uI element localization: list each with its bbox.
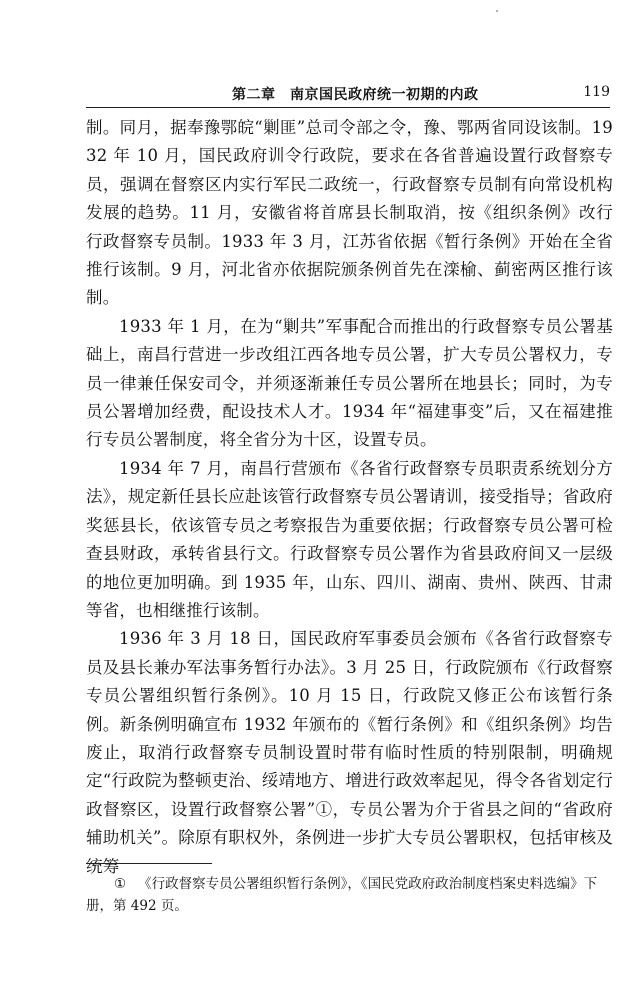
running-title: 第二章 南京国民政府统一初期的内政 [232, 87, 479, 103]
footnote-marker: ① [114, 876, 127, 892]
paragraph-2: 1933 年 1 月，在为“剿共”军事配合而推出的行政督察专员公署基础上，南昌行营进一步改组江西各地专员公署，扩大专员公署权力，专员一律兼任保安司令，并须逐渐兼任专员公署所在地县长；同时，为专员公署增加经费，配设技术人才。1934 年“福建事变”后，又在福建推行专员公署制度，将全省分为十区，设置专员。 [86, 316, 613, 450]
header-rule [86, 107, 610, 108]
footnote-rule [86, 863, 212, 864]
footnote [86, 873, 613, 917]
running-header [86, 84, 610, 108]
paragraph-1: 制。同月，据奉豫鄂皖“剿匪”总司令部之令，豫、鄂两省同设该制。1932 年 10 月，国民政府训令行政院，要求在各省普遍设置行政督察专员，强调在督察区内实行军民二政统一，行政督察专员制有向常设机构发展的趋势。11 月，安徽省将首席县长制取消，按《组织条例》改行行政督察专员制。1933 年 3 月，江苏省依据《暂行条例》开始在全省推行该制。9 月，河北省亦依据院颁条例首先在滦榆、蓟密两区推行该制。 [86, 118, 613, 308]
paragraph-3: 1934 年 7 月，南昌行营颁布《各省行政督察专员职责系统划分方法》，规定新任县长应赴该管行政督察专员公署请训，接受指导；省政府奖惩县长，依该管专员之考察报告为重要依据；行政督察专员公署可检查县财政，承转省县行文。行政督察专员公署作为省县政府间又一层级的地位更加明确。到 1935 年，山东、四川、湖南、贵州、陕西、甘肃等省，也相继推行该制。 [86, 458, 613, 620]
body-text [86, 114, 613, 881]
page-number: 119 [583, 84, 610, 100]
scan-speck [496, 10, 498, 12]
footnote-text: 《行政督察专员公署组织暂行条例》，《国民党政府政治制度档案史料选编》下册，第 492 页。 [86, 876, 598, 914]
paragraph-4: 1936 年 3 月 18 日，国民政府军事委员会颁布《各省行政督察专员及县长兼办军法事务暂行办法》。3 月 25 日，行政院颁布《行政督察专员公署组织暂行条例》。10 月 15 日，行政院又修正公布该暂行条例。新条例明确宣布 1932 年颁布的《暂行条例》和《组织条例》均告废止，取消行政督察专员制设置时带有临时性质的特别限制，明确规定“行政院为整顿吏治、绥靖地方、增进行政效率起见，得令各省划定行政督察区，设置行政督察公署”①，专员公署为介于省县之间的“省政府辅助机关”。除原有职权外，条例进一步扩大专员公署职权，包括审核及统筹 [86, 629, 613, 876]
